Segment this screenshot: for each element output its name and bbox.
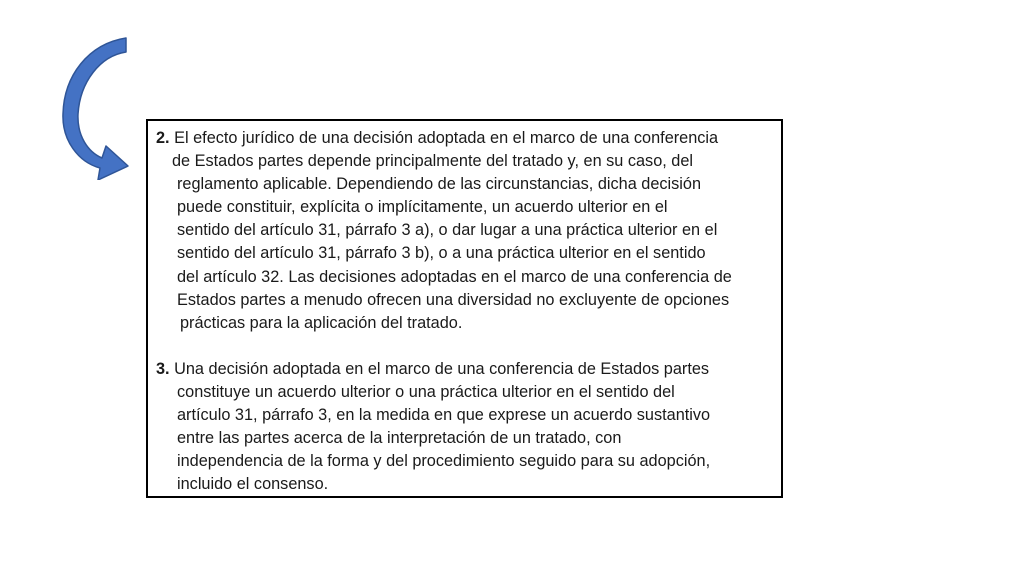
- paragraph-3-line-1-text: Una decisión adoptada en el marco de una conferencia de Estados partes: [169, 359, 710, 378]
- paragraph-2-line-7: del artículo 32. Las decisiones adoptadas en el marco de una conferencia de: [177, 267, 732, 286]
- paragraph-2-line-5: sentido del artículo 31, párrafo 3 a), o dar lugar a una práctica ulterior en el: [177, 221, 718, 240]
- paragraph-3-line-2: constituye un acuerdo ulterior o una práctica ulterior en el sentido del: [177, 382, 675, 401]
- paragraph-2-line-2: de Estados partes depende principalmente del tratado y, en su caso, del: [172, 152, 694, 171]
- paragraph-3-line-5: independencia de la forma y del procedimiento seguido para su adopción,: [177, 452, 711, 471]
- paragraph-2-line-3: reglamento aplicable. Dependiendo de las circunstancias, dicha decisión: [177, 175, 702, 194]
- paragraph-spacer: [156, 335, 771, 358]
- paragraph-2-line-8: Estados partes a menudo ofrecen una diversidad no excluyente de opciones: [177, 290, 730, 309]
- paragraph-2-line-9: prácticas para la aplicación del tratado.: [180, 313, 463, 332]
- text-box: [146, 119, 783, 498]
- paragraph-2-line-4: puede constituir, explícita o implícitamente, un acuerdo ulterior en el: [177, 198, 668, 217]
- paragraph-3-line-3: artículo 31, párrafo 3, en la medida en que exprese un acuerdo sustantivo: [177, 406, 711, 425]
- paragraph-3-number: 3.: [156, 359, 170, 378]
- paragraph-3-line-4: entre las partes acerca de la interpretación de un tratado, con: [177, 429, 622, 448]
- paragraph-2-line-6: sentido del artículo 31, párrafo 3 b), o a una práctica ulterior en el sentido: [177, 244, 706, 263]
- paragraph-2-number: 2.: [156, 129, 170, 147]
- paragraph-3: [156, 358, 771, 497]
- paragraph-3-line-1: [156, 358, 771, 381]
- paragraph-3-line-6: incluido el consenso.: [177, 475, 329, 494]
- paragraph-2-line-1-text: El efecto jurídico de una decisión adoptada en el marco de una conferencia: [169, 129, 719, 147]
- paragraph-2-line-1: [156, 127, 771, 150]
- paragraph-2: [156, 127, 771, 335]
- curved-arrow-icon: [60, 36, 132, 180]
